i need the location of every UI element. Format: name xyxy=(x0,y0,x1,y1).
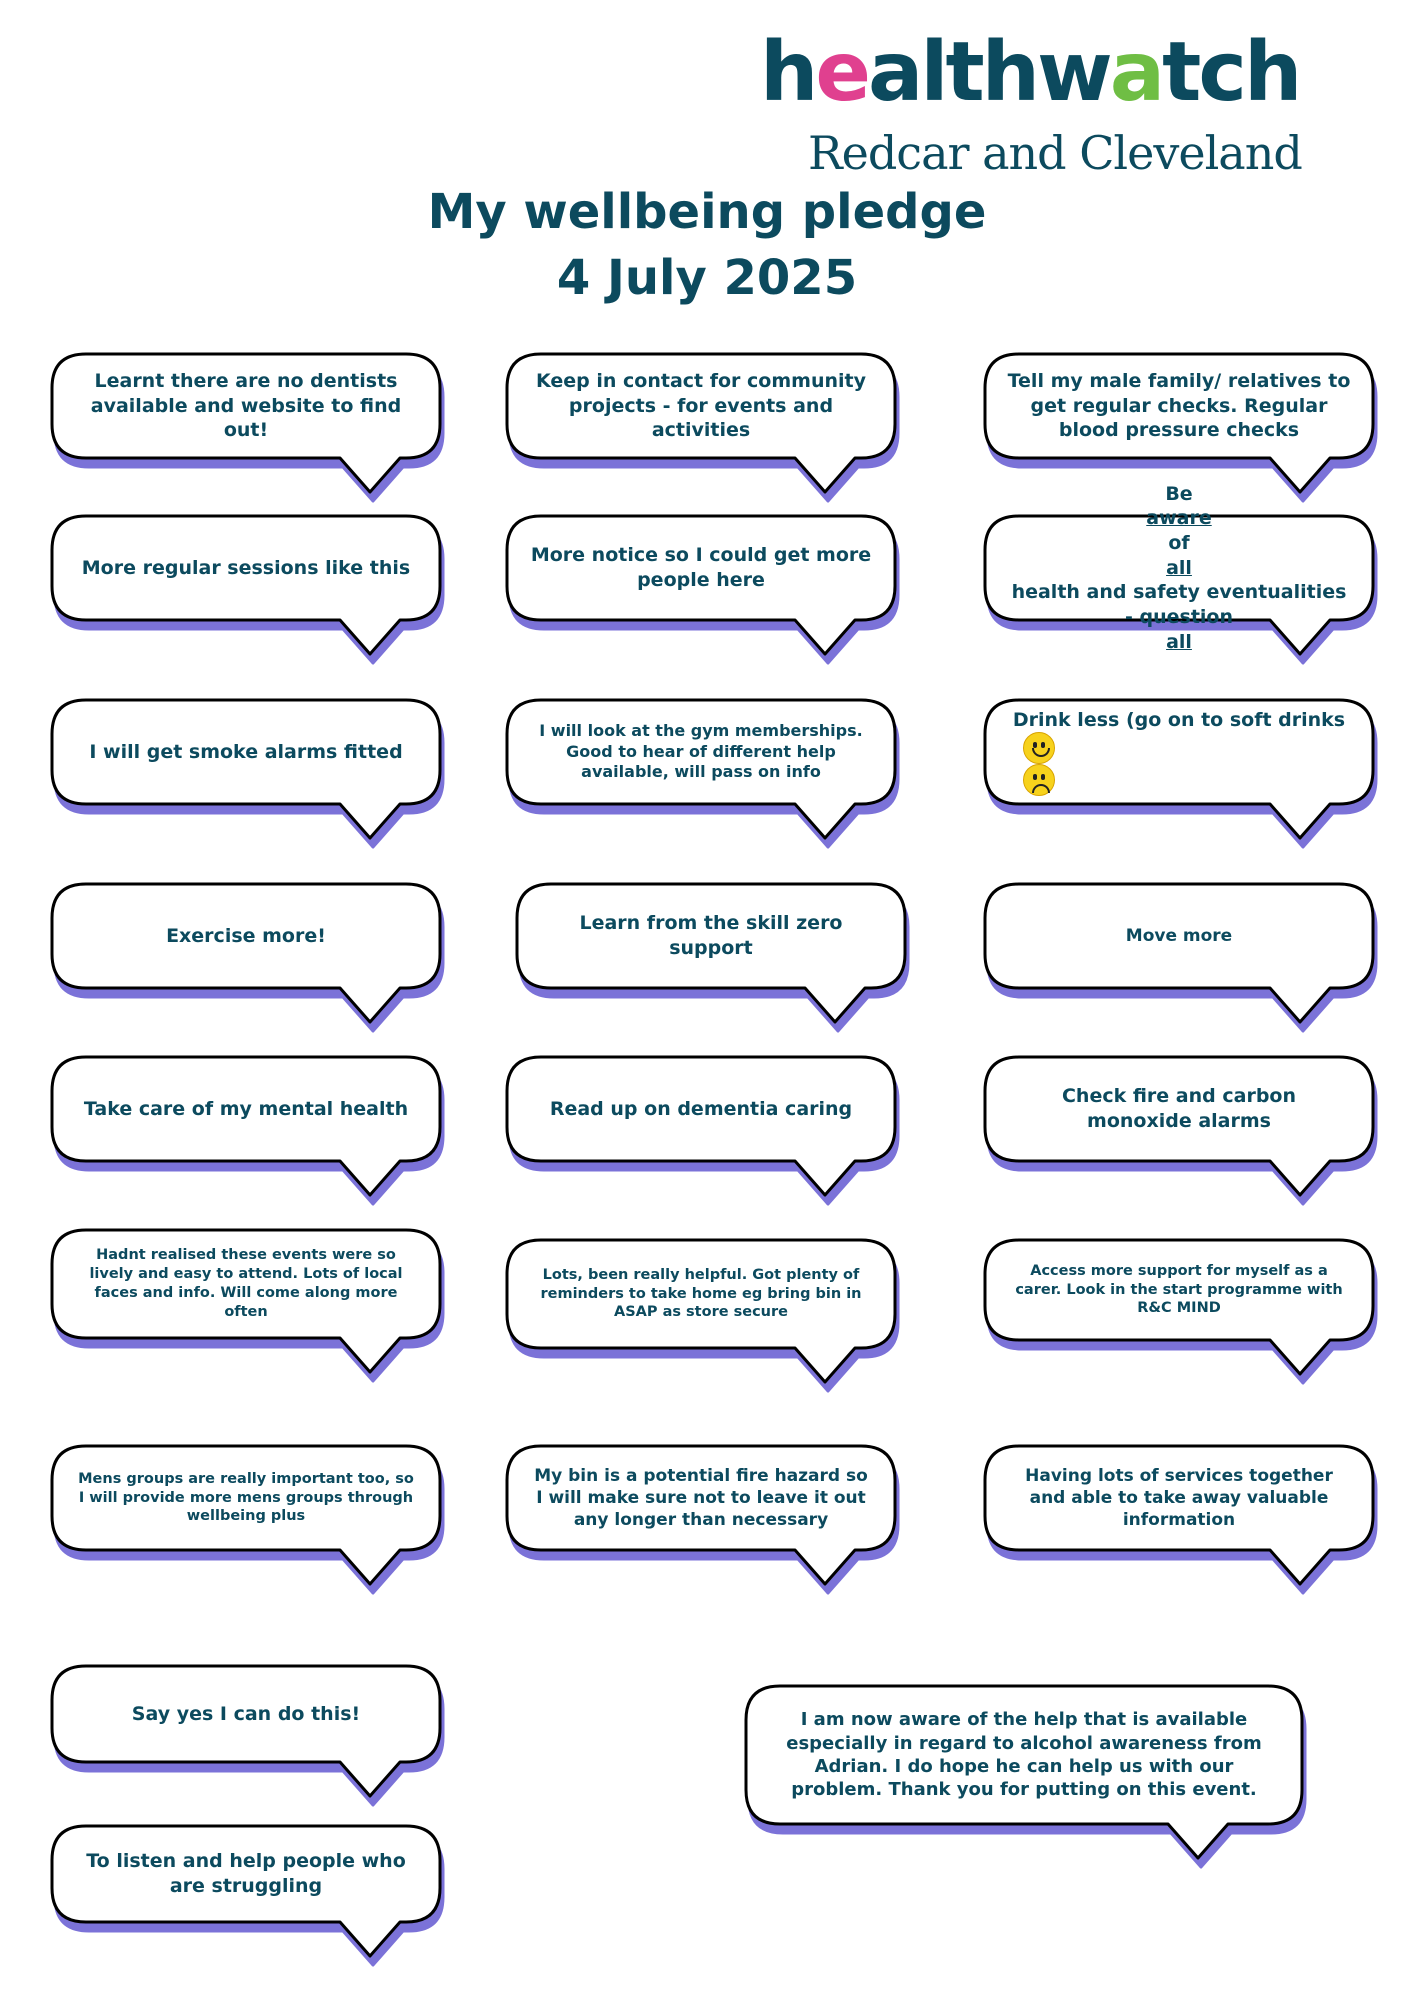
pledge-bubble xyxy=(507,516,895,664)
logo-subtitle: Redcar and Cleveland xyxy=(808,126,1302,180)
pledge-text: Having lots of services together and able to take away valuable information xyxy=(1025,1465,1333,1531)
pledge-bubble xyxy=(52,1057,440,1205)
pledge-text: More regular sessions like this xyxy=(81,556,411,579)
pledge-bubble xyxy=(985,884,1373,1032)
pledge-text: My bin is a potential fire hazard so I will make sure not to leave it out any longer than necessary xyxy=(534,1465,868,1531)
pledge-text: Access more support for myself as a carer. Look in the start programme with R&C MIND xyxy=(1015,1262,1343,1317)
pledge-bubble xyxy=(517,884,905,1032)
pledge-bubble xyxy=(507,1446,895,1594)
pledge-text: Be aware of all health and safety eventualities - question all xyxy=(1011,482,1347,653)
pledge-bubble xyxy=(52,884,440,1032)
pledge-text: Drink less (go on to soft drinks xyxy=(1007,704,1351,800)
pledge-bubble xyxy=(985,700,1373,848)
pledge-bubble xyxy=(985,1240,1373,1384)
pledge-bubble xyxy=(52,700,440,848)
pledge-text: Read up on dementia caring xyxy=(549,1097,853,1120)
sad-face-icon xyxy=(1023,764,1055,796)
page-date: 4 July 2025 xyxy=(556,250,858,306)
pledge-text: Mens groups are really important too, so I will provide more mens groups through wellbeing plus xyxy=(78,1470,414,1525)
pledge-bubble xyxy=(52,354,440,502)
pledge-text: Learn from the skill zero support xyxy=(579,912,843,959)
pledge-bubble xyxy=(985,1057,1373,1205)
pledge-bubble xyxy=(52,1230,440,1382)
pledge-text: Exercise more! xyxy=(166,924,326,947)
pledge-bubble xyxy=(52,1446,440,1594)
pledge-bubble xyxy=(52,1666,440,1806)
pledge-text: Take care of my mental health xyxy=(83,1097,409,1120)
pledge-text: Hadnt realised these events were so lively and easy to attend. Lots of local faces and info. Will come along more often xyxy=(89,1247,403,1320)
pledge-bubble xyxy=(507,1057,895,1205)
pledge-text: I will look at the gym memberships. Good to hear of different help available, will pass on info xyxy=(539,720,863,782)
logo-wordmark: healthwatch xyxy=(760,25,1300,120)
pledge-bubble xyxy=(507,354,895,502)
pledge-text: Say yes I can do this! xyxy=(131,1702,361,1725)
healthwatch-logo xyxy=(760,25,1302,180)
pledge-bubble xyxy=(507,1240,895,1392)
pledge-text: Keep in contact for community projects - for events and activities xyxy=(536,369,866,442)
pledge-text: Move more xyxy=(1125,925,1233,946)
smiley-face-icon xyxy=(1023,732,1055,764)
pledge-text: Check fire and carbon monoxide alarms xyxy=(1061,1085,1297,1132)
pledge-text: I am now aware of the help that is available especially in regard to alcohol awareness from Adrian. I do hope he can help us with our problem. Thank you for putting on this event. xyxy=(786,1709,1262,1801)
pledge-text: Learnt there are no dentists available and website to find out! xyxy=(90,369,402,442)
pledge-text: Tell my male family/ relatives to get regular checks. Regular blood pressure checks xyxy=(1007,369,1351,442)
pledge-text: More notice so I could get more people here xyxy=(530,544,872,591)
pledge-bubble xyxy=(746,1686,1302,1868)
pledge-bubble xyxy=(507,700,895,848)
page-title: My wellbeing pledge xyxy=(427,184,987,240)
pledge-bubble xyxy=(985,482,1373,664)
pledge-bubble xyxy=(985,1446,1373,1594)
pledge-bubble xyxy=(985,354,1373,502)
pledge-text: Lots, been really helpful. Got plenty of reminders to take home eg bring bin in ASAP as store secure xyxy=(540,1266,862,1321)
pledge-text: I will get smoke alarms fitted xyxy=(89,740,403,763)
pledge-bubble xyxy=(52,1826,440,1966)
pledge-bubble xyxy=(52,516,440,664)
pledge-text: To listen and help people who are struggling xyxy=(86,1850,406,1897)
